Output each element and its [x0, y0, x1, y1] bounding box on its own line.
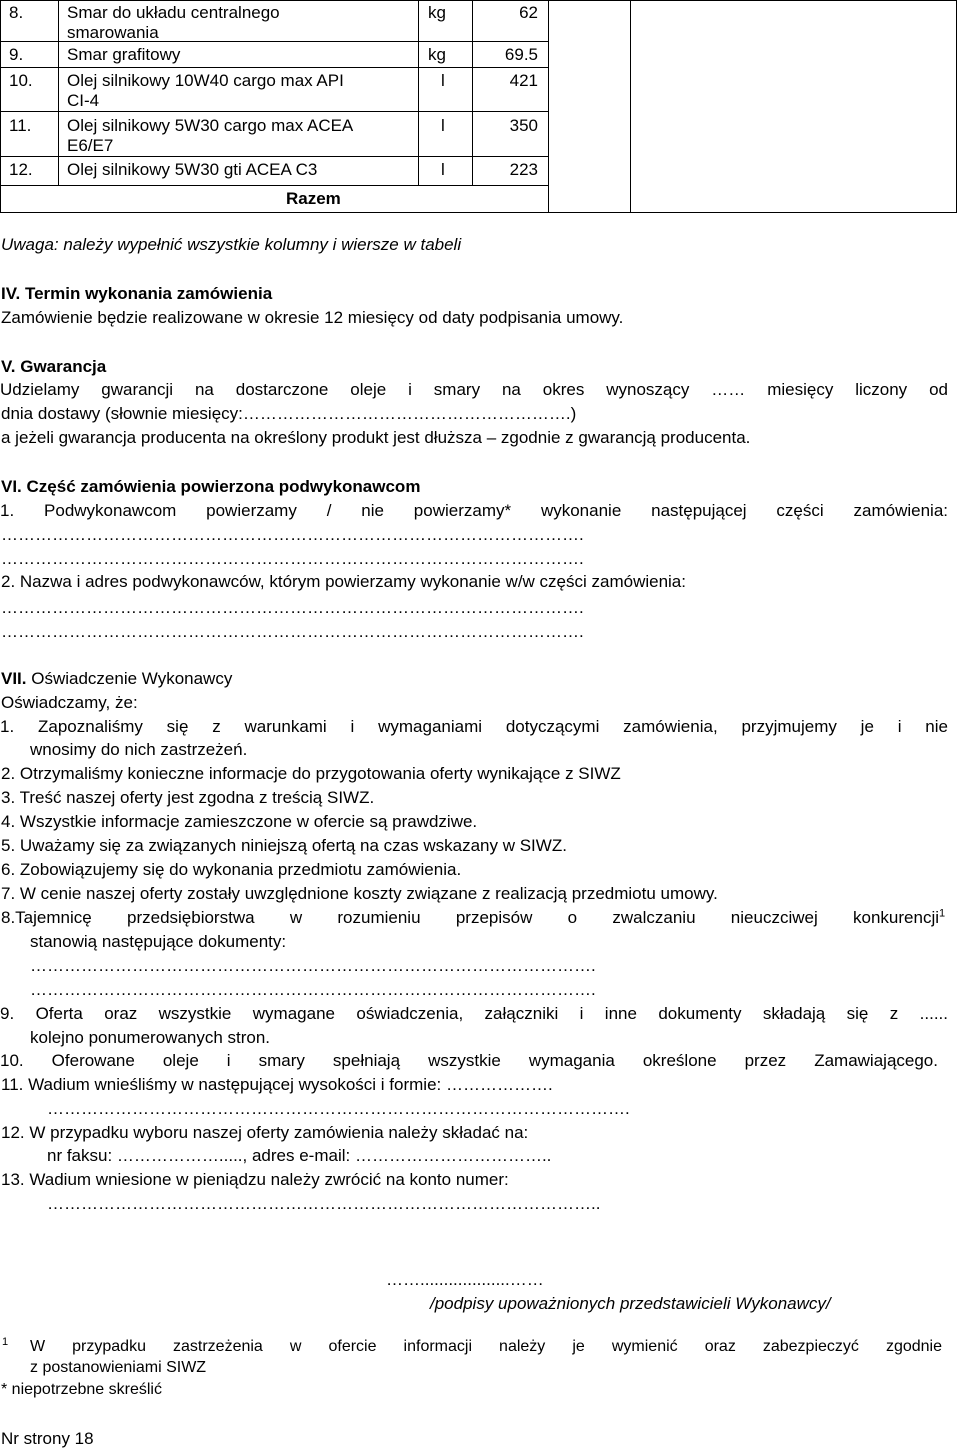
declaration-item-8-text: 8.Tajemnicę przedsiębiorstwa w rozumieniu przepisów o zwalczaniu nieuczciwej konkurencji [1, 908, 939, 927]
row-number: 10. [9, 71, 33, 90]
item-name-cont: CI-4 [67, 91, 100, 110]
declaration-item-8 [1, 907, 951, 929]
item-unit: kg [428, 45, 446, 64]
table-row [0, 41, 548, 67]
section-vi-heading: VI. Część zamówienia powierzona podwykonawcom [1, 477, 421, 496]
declaration-item-6: 6. Zobowiązujemy się do wykonania przedmiotu zamówienia. [1, 860, 462, 879]
row-number: 8. [9, 3, 24, 22]
signature-line[interactable]: ……...................…… [386, 1270, 544, 1289]
declaration-item-3: 3. Treść naszej oferty jest zgodna z treścią SIWZ. [1, 788, 375, 807]
section-vii-title: Oświadczenie Wykonawcy [31, 669, 233, 688]
item-qty: 350 [509, 116, 538, 135]
dotted-line[interactable]: …………………………………………………………………………………………. [47, 1099, 630, 1118]
item-name: Olej silnikowy 5W30 cargo max ACEA [67, 116, 354, 135]
item-name: Olej silnikowy 10W40 cargo max API [67, 71, 344, 90]
item-unit: kg [428, 3, 446, 22]
dotted-line[interactable]: …………………………………………………………………………………………. [1, 525, 584, 544]
declaration-item-11: 11. Wadium wnieśliśmy w następującej wysokości i formie: ………………. [1, 1075, 553, 1094]
dotted-line[interactable]: …………………………………………………………………………………………. [1, 549, 584, 568]
subcontract-item-1: 1. Podwykonawcom powierzamy / nie powierzamy* wykonanie następującej części zamówienia: [0, 501, 948, 520]
declaration-item-9: 9. Oferta oraz wszystkie wymagane oświadczenia, załączniki i inne dokumenty składają się z ...... [0, 1004, 948, 1023]
section-vii-heading [1, 668, 232, 690]
item-name: Smar grafitowy [67, 45, 181, 64]
dotted-line[interactable]: …………………………………………………………………………………….. [47, 1194, 601, 1213]
row-number: 11. [9, 116, 32, 135]
warranty-line-3: a jeżeli gwarancja producenta na określony produkt jest dłuższa – zgodnie z gwarancją producenta. [1, 428, 751, 447]
item-qty: 69.5 [504, 45, 538, 64]
item-name-cont: smarowania [67, 23, 159, 42]
section-vii-number: VII. [1, 669, 27, 688]
footnote-2: * niepotrzebne skreślić [1, 1381, 162, 1398]
row-number: 9. [9, 45, 24, 64]
item-qty: 421 [509, 71, 538, 90]
footnote-ref: 1 [939, 907, 946, 920]
footnote-1-cont: z postanowieniami SIWZ [30, 1359, 207, 1376]
page-number: Nr strony 18 [1, 1429, 94, 1448]
item-unit: l [441, 160, 445, 179]
row-number: 12. [9, 160, 33, 179]
declaration-item-4: 4. Wszystkie informacje zamieszczone w ofercie są prawdziwe. [1, 812, 478, 831]
declaration-item-10: 10. Oferowane oleje i smary spełniają wszystkie wymagania określone przez Zamawiającego. [0, 1051, 938, 1070]
dotted-line[interactable]: ………………………………………………………………………………………. [30, 956, 596, 975]
warranty-line-2: dnia dostawy (słownie miesięcy:………………………………………………….) [1, 404, 577, 423]
warranty-line-1: Udzielamy gwarancji na dostarczone oleje i smary na okres wynoszący …… miesięcy liczony od [0, 380, 948, 399]
dotted-line[interactable]: …………………………………………………………………………………………. [1, 598, 584, 617]
declaration-item-2: 2. Otrzymaliśmy konieczne informacje do przygotowania oferty wynikające z SIWZ [1, 764, 621, 783]
signature-label: /podpisy upoważnionych przedstawicieli Wykonawcy/ [430, 1294, 831, 1313]
declaration-item-7: 7. W cenie naszej oferty zostały uwzględnione koszty związane z realizacją przedmiotu umowy. [1, 884, 718, 903]
footnote-1-text: W przypadku zastrzeżenia w ofercie informacji należy je wymienić oraz zabezpieczyć zgodnie [30, 1338, 942, 1355]
declaration-item-5: 5. Uważamy się za związanych niniejszą ofertą na czas wskazany w SIWZ. [1, 836, 567, 855]
table-note: Uwaga: należy wypełnić wszystkie kolumny i wiersze w tabeli [1, 235, 462, 254]
item-unit: l [441, 116, 445, 135]
declaration-item-9-cont: kolejno ponumerowanych stron. [30, 1028, 271, 1047]
item-qty: 62 [519, 3, 538, 22]
section-iv-heading: IV. Termin wykonania zamówienia [1, 284, 273, 303]
table-row [0, 156, 548, 185]
item-name: Smar do układu centralnego [67, 3, 280, 22]
item-qty: 223 [509, 160, 538, 179]
item-name-cont: E6/E7 [67, 136, 114, 155]
item-unit: l [441, 71, 445, 90]
declaration-item-13: 13. Wadium wniesione w pieniądzu należy zwrócić na konto numer: [1, 1170, 509, 1189]
declaration-item-12: 12. W przypadku wyboru naszej oferty zamówienia należy składać na: [1, 1123, 529, 1142]
declaration-item-1: 1. Zapoznaliśmy się z warunkami i wymaganiami dotyczącymi zamówienia, przyjmujemy je i nie [0, 717, 948, 736]
subcontract-item-2: 2. Nazwa i adres podwykonawców, którym powierzamy wykonanie w/w części zamówienia: [1, 572, 686, 591]
declaration-item-1-cont: wnosimy do nich zastrzeżeń. [30, 740, 248, 759]
declaration-intro: Oświadczamy, że: [1, 693, 138, 712]
table-row [0, 67, 548, 111]
section-iv-text: Zamówienie będzie realizowane w okresie 12 miesięcy od daty podpisania umowy. [1, 308, 624, 327]
declaration-item-8-cont: stanowią następujące dokumenty: [30, 932, 287, 951]
table-row [0, 0, 548, 41]
item-name: Olej silnikowy 5W30 gti ACEA C3 [67, 160, 318, 179]
dotted-line[interactable]: …………………………………………………………………………………………. [1, 622, 584, 641]
section-v-heading: V. Gwarancja [1, 357, 107, 376]
table-total-label: Razem [286, 189, 341, 208]
declaration-item-12-cont: nr faksu: ………………....., adres e-mail: …………………………….. [47, 1146, 552, 1165]
dotted-line[interactable]: ………………………………………………………………………………………. [30, 980, 596, 999]
table-row [0, 111, 548, 156]
